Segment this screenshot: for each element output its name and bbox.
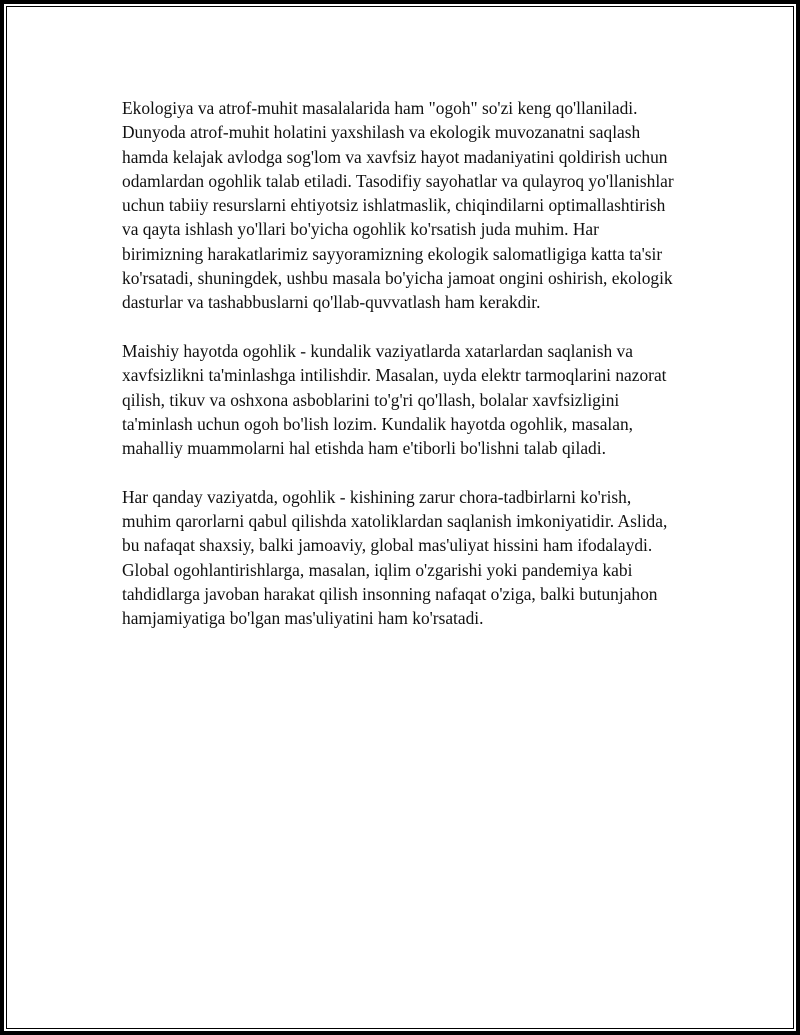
paragraph-responsibility: Har qanday vaziyatda, ogohlik - kishining zarur chora-tadbirlarni ko'rish, muhim qarorlarni qabul qilishda xatoliklardan saqlanish imkoniyatidir. Aslida, bu nafaqat shaxsiy, balki jamoaviy, global mas'uliyat hissini ham ifodalaydi. Global ogohlantirishlarga, masalan, iqlim o'zgarishi yoki pandemiya kabi tahdidlarga javoban harakat qilish insonning nafaqat o'ziga, balki butunjahon hamjamiyatiga bo'lgan mas'uliyatini ham ko'rsatadi. — [122, 486, 668, 629]
paragraph-daily-life: Maishiy hayotda ogohlik - kundalik vaziyatlarda xatarlardan saqlanish va xavfsizlikni ta'minlashga intilishdir. Masalan, uyda elektr tarmoqlarini nazorat qilish, tikuv va oshxona asboblarini to'g'ri qo'llash, bolalar xavfsizligini ta'minlash uchun ogoh bo'lish lozim. Kundalik hayotda ogohlik, masalan, mahalliy muammolarni hal etishda ham e'tiborli bo'lishni talab qiladi. — [122, 340, 667, 459]
document-body — [122, 96, 674, 655]
paragraph-ecology: Ekologiya va atrof-muhit masalalarida ham "ogoh" so'zi keng qo'llaniladi. Dunyoda atrof-muhit holatini yaxshilash va ekologik muvozanatni saqlash hamda kelajak avlodga sog'lom va xavfsiz hayot madaniyatini qoldirish uchun odamlardan ogohlik talab etiladi. Tasodifiy sayohatlar va qulayroq yo'llanishlar uchun tabiiy resurslarni ehtiyotsiz ishlatmaslik, chiqindilarni optimallashtirish va qayta ishlash yo'llari bo'yicha ogohlik ko'rsatish juda muhim. Har birimizning harakatlarimiz sayyoramizning ekologik salomatligiga katta ta'sir ko'rsatadi, shuningdek, ushbu masala bo'yicha jamoat ongini oshirish, ekologik dasturlar va tashabbuslarni qo'llab-quvvatlash ham kerakdir. — [122, 98, 674, 313]
